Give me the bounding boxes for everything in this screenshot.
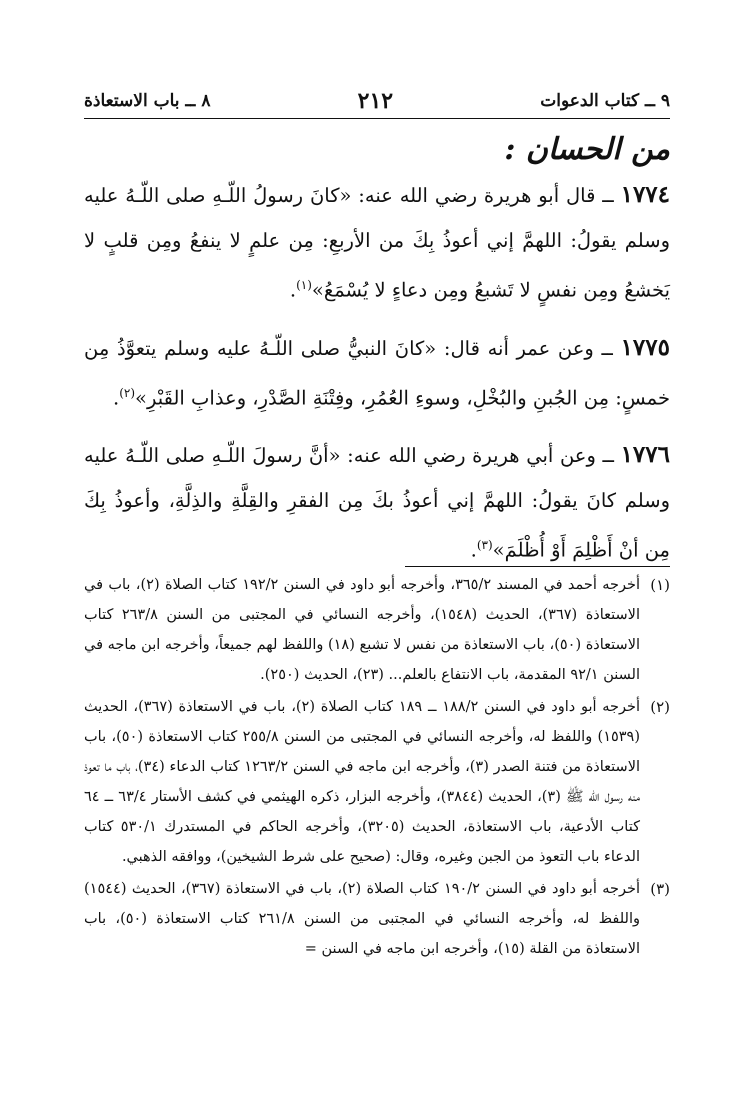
page-number: ٢١٢ <box>357 88 394 114</box>
section-title: من الحسان : <box>504 132 670 167</box>
hadith-1775: ١٧٧٥ ــ وعن عمر أنه قال: «كانَ النبيُّ صلى اللّـهُ عليه وسلم يتعوَّذُ مِن خمسٍ: مِن الجُبنِ والبُخْلِ، وسوءِ العُمُرِ، وفِتْنَةِ الصَّدْرِ، وعذابِ القَبْرِ»$^{(٢)}$. <box>84 333 670 409</box>
footnote-ref[interactable]: (٢) <box>119 385 136 400</box>
hadith-text: وعن عمر أنه قال: «كانَ النبيُّ صلى اللّـهُ عليه وسلم يتعوَّذُ مِن خمسٍ: مِن الجُبنِ والبُخْلِ، وسوءِ العُمُرِ، وفِتْنَةِ الصَّدْرِ، وعذابِ القَبْرِ» <box>84 336 670 409</box>
footnote-1 <box>84 570 670 690</box>
footnote-ref[interactable]: (١) <box>296 278 312 292</box>
hadith-1776: ١٧٧٦ ــ وعن أبي هريرة رضي الله عنه: «أنَّ رسولَ اللّـهِ صلى اللّـهُ عليه وسلم كانَ يقولُ: اللهمَّ إني أعوذُ بكَ مِن الفقرِ والقِلَّةِ والذِلَّةِ، وأعوذُ بِكَ مِن أنْ أَظْلِمَ أَوْ أُظْلَمَ»$^{(٣)}$. <box>84 441 670 562</box>
footnote-3 <box>84 874 670 964</box>
footnote-text: أخرجه أبو داود في السنن ١٩٠/٢ كتاب الصلاة (٢)، باب في الاستعاذة (٣٦٧)، الحديث (١٥٤٤) واللفظ له، وأخرجه النسائي في المجتبى من السنن ٢٦١/٨ كتاب الاستعاذة (٥٠)، باب الاستعاذة من القلة (١٥)، وأخرجه ابن ماجه في السنن = <box>84 881 641 957</box>
footnote-rule <box>405 566 670 567</box>
footnote-mark: (٢) <box>650 698 670 716</box>
hadith-text: قال أبو هريرة رضي الله عنه: «كانَ رسولُ اللّـهِ صلى اللّـهُ عليه وسلم يقولُ: اللهمَّ إني أعوذُ بِكَ من الأربعِ: مِن علمٍ لا ينفعُ ومِن قلبٍ لا يَخشعُ ومِن نفسٍ لا تَشبعُ ومِن دعاءٍ لا يُسْمَعُ» <box>84 184 670 302</box>
footnote-mark: (١) <box>650 576 670 594</box>
hadith-number: ١٧٧٥ <box>620 333 670 361</box>
footnote-text: أخرجه أحمد في المسند ٣٦٥/٢، وأخرجه أبو داود في السنن ١٩٢/٢ كتاب الصلاة (٢)، باب في الاستعاذة (٣٦٧)، الحديث (١٥٤٨)، وأخرجه النسائي في المجتبى من السنن ٢٦٣/٨ كتاب الاستعاذة (٥٠)، باب الاستعاذة من نفس لا تشبع (١٨) واللفظ لهم جميعاً، وأخرجه ابن ماجه في السنن ٩٢/١ المقدمة، باب الانتفاع بالعلم... (٢٣)، الحديث (٢٥٠). <box>84 577 640 683</box>
header-rule <box>84 118 670 119</box>
hadith-body <box>84 172 670 585</box>
footnote-2 <box>84 692 670 872</box>
footnote-mark: (٣) <box>650 880 670 898</box>
section-heading: ٨ ــ باب الاستعاذة <box>84 91 211 111</box>
footnote-ref[interactable]: (٣) <box>476 538 493 552</box>
footnotes <box>84 570 670 966</box>
hadith-number: ١٧٧٦ <box>620 441 670 468</box>
hadith-number: ١٧٧٤ <box>620 181 671 208</box>
hadith-text: وعن أبي هريرة رضي الله عنه: «أنَّ رسولَ اللّـهِ صلى اللّـهُ عليه وسلم كانَ يقولُ: اللهمَّ إني أعوذُ بكَ مِن الفقرِ والقِلَّةِ والذِلَّةِ، وأعوذُ بِكَ مِن أنْ أَظْلِمَ أَوْ أُظْلَمَ» <box>84 444 670 562</box>
hadith-1774: ١٧٧٤ ــ قال أبو هريرة رضي الله عنه: «كانَ رسولُ اللّـهِ صلى اللّـهُ عليه وسلم يقولُ: اللهمَّ إني أعوذُ بِكَ من الأربعِ: مِن علمٍ لا ينفعُ ومِن قلبٍ لا يَخشعُ ومِن نفسٍ لا تَشبعُ ومِن دعاءٍ لا يُسْمَعُ»$^{(١)}$. <box>84 181 671 302</box>
running-header <box>84 86 670 116</box>
chapter-title: ٩ ــ كتاب الدعوات <box>540 91 670 111</box>
footnote-text: أخرجه أبو داود في السنن ١٨٨/٢ ــ ١٨٩ كتاب الصلاة (٢)، باب في الاستعاذة (٣٦٧)، الحديث (١٥٣٩) واللفظ له، وأخرجه النسائي في المجتبى من السنن ٢٥٥/٨ كتاب الاستعاذة (٥٠)، باب الاستعاذة من فتنة الصدر (٣)، وأخرجه ابن ماجه في السنن ١٢٦٣/٢ كتاب الدعاء (٣٤)، باب ما تعوذ منه رسول الله ﷺ (٣)، الحديث (٣٨٤٤)، وأخرجه البزار، ذكره الهيثمي في كشف الأستار ٦٣/٤ ــ ٦٤ كتاب الأدعية، باب الاستعاذة، الحديث (٣٢٠٥)، وأخرجه الحاكم في المستدرك ٥٣٠/١ كتاب الدعاء باب التعوذ من الجبن وغيره، وقال: (صحيح على شرط الشيخين)، ووافقه الذهبي. <box>84 699 641 865</box>
